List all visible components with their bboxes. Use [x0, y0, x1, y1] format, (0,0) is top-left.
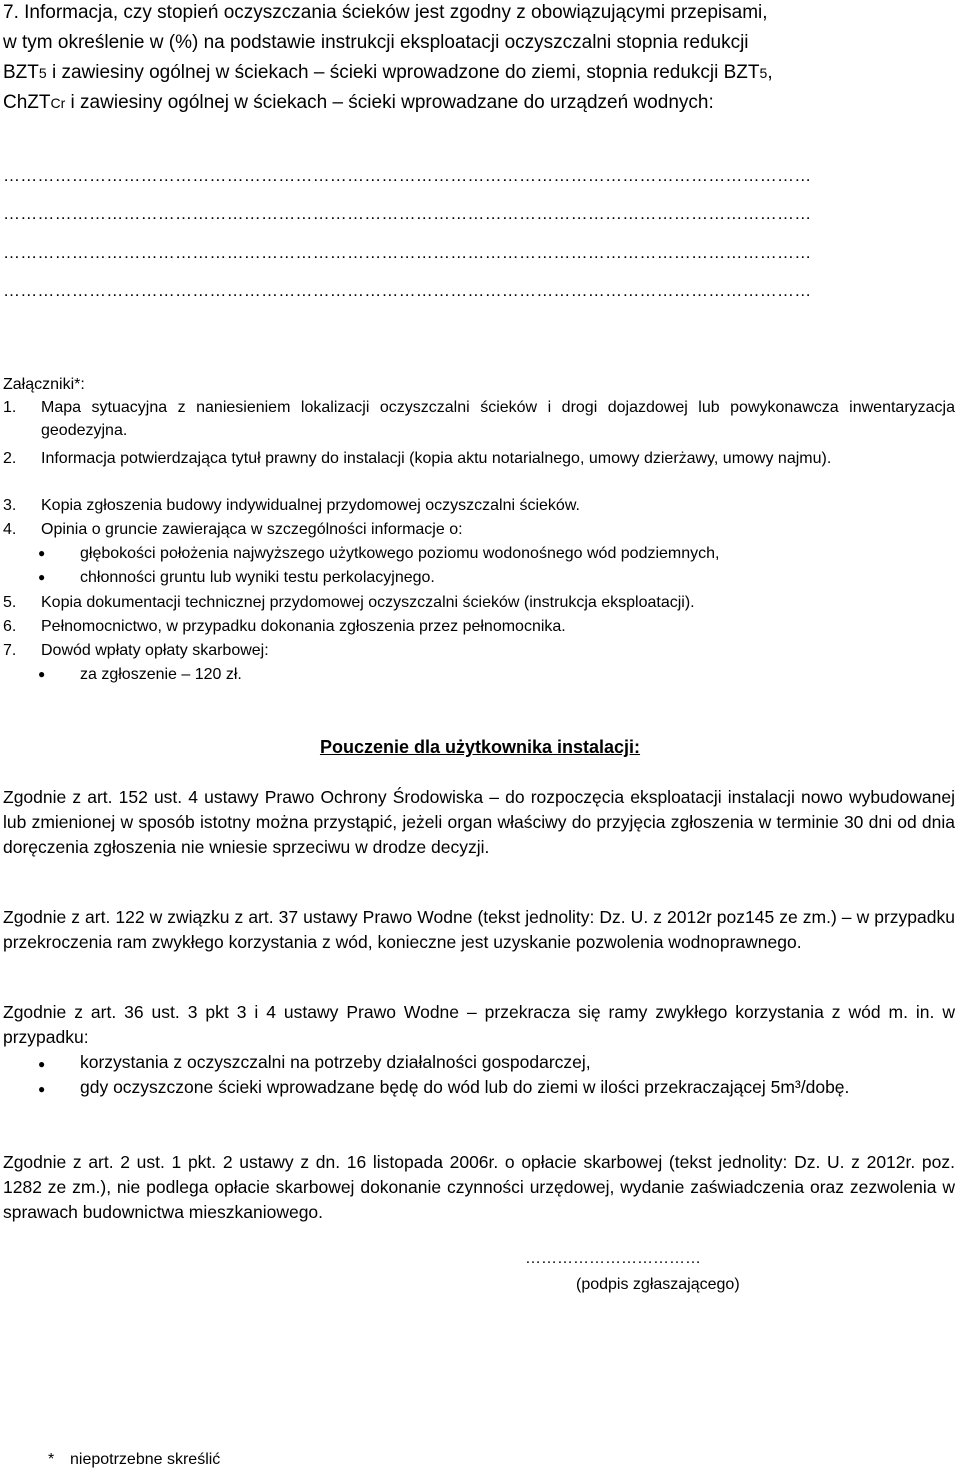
answer-dotted-line: …………………………………………………………………………………………………………………………… [3, 243, 812, 262]
bullet-icon: ● [38, 570, 46, 584]
footnote-text: niepotrzebne skreślić [70, 1451, 221, 1468]
signature-label: (podpis zgłaszającego) [576, 1276, 740, 1293]
bullet-icon: ● [38, 1082, 46, 1096]
paragraph-art-152: Zgodnie z art. 152 ust. 4 ustawy Prawo Ochrony Środowiska – do rozpoczęcia eksploatacji instalacji nowo wybudowanej lub zmienionej w sposób istotny można przystąpić, jeżeli organ właściwy do przyjęcia zgłoszenia w terminie 30 dni od dnia doręczenia zgłoszenia nie wniesie sprzeciwu w drodze decyzji. [3, 787, 955, 857]
attachments-title: Załączniki*: [3, 376, 85, 393]
answer-dotted-line: …………………………………………………………………………………………………………………………… [3, 166, 812, 185]
footnote-mark: * [48, 1451, 55, 1468]
question-7-line-3: BZT5 i zawiesiny ogólnej w ściekach – ścieki wprowadzone do ziemi, stopnia redukcji BZT5, [3, 62, 773, 83]
paragraph-art-2: Zgodnie z art. 2 ust. 1 pkt. 2 ustawy z dn. 16 listopada 2006r. o opłacie skarbowej (tekst jednolity: Dz. U. z 2012r. poz. 1282 ze zm.), nie podlega opłacie skarbowej dokonanie czynności urzędowej, wydanie zaświadczenia oraz zezwolenia w sprawach budownictwa mieszkaniowego. [3, 1152, 955, 1222]
bullet-icon: ● [38, 667, 46, 681]
paragraph-art-36: Zgodnie z art. 36 ust. 3 pkt 3 i 4 ustawy Prawo Wodne – przekracza się ramy zwykłego korzystania z wód m. in. w przypadku: [3, 1002, 955, 1047]
attachment-item-1: 1. Mapa sytuacyjna z naniesieniem lokalizacji oczyszczalni ścieków i drogi dojazdowej lub powykonawcza inwentaryzacja geodezyjna. [3, 399, 955, 439]
question-7-line-1: 7. Informacja, czy stopień oczyszczania ścieków jest zgodny z obowiązującymi przepisami, [3, 2, 768, 23]
answer-dotted-line: …………………………………………………………………………………………………………………………… [3, 204, 812, 223]
instruction-heading: Pouczenie dla użytkownika instalacji: [319, 737, 641, 757]
bullet-icon: ● [38, 1057, 46, 1071]
answer-dotted-line: …………………………………………………………………………………………………………………………… [3, 281, 812, 300]
bullet-icon: ● [38, 546, 46, 560]
paragraph-art-122: Zgodnie z art. 122 w związku z art. 37 ustawy Prawo Wodne (tekst jednolity: Dz. U. z 2012r poz145 ze zm.) – w przypadku przekroczenia ram zwykłego korzystania z wód, konieczne jest uzyskanie pozwolenia wodnoprawnego. [3, 907, 955, 952]
question-7-line-4: ChZTCr i zawiesiny ogólnej w ściekach – ścieki wprowadzane do urządzeń wodnych: [3, 92, 714, 113]
question-7 [3, 0, 955, 118]
attachment-item-2: 2. Informacja potwierdzająca tytuł prawny do instalacji (kopia aktu notarialnego, umowy dzierżawy, umowy najmu). [3, 450, 832, 467]
signature-dots: …………………………… [525, 1250, 701, 1267]
question-7-line-2: w tym określenie w (%) na podstawie instrukcji eksploatacji oczyszczalni stopnia redukcji [3, 32, 749, 53]
